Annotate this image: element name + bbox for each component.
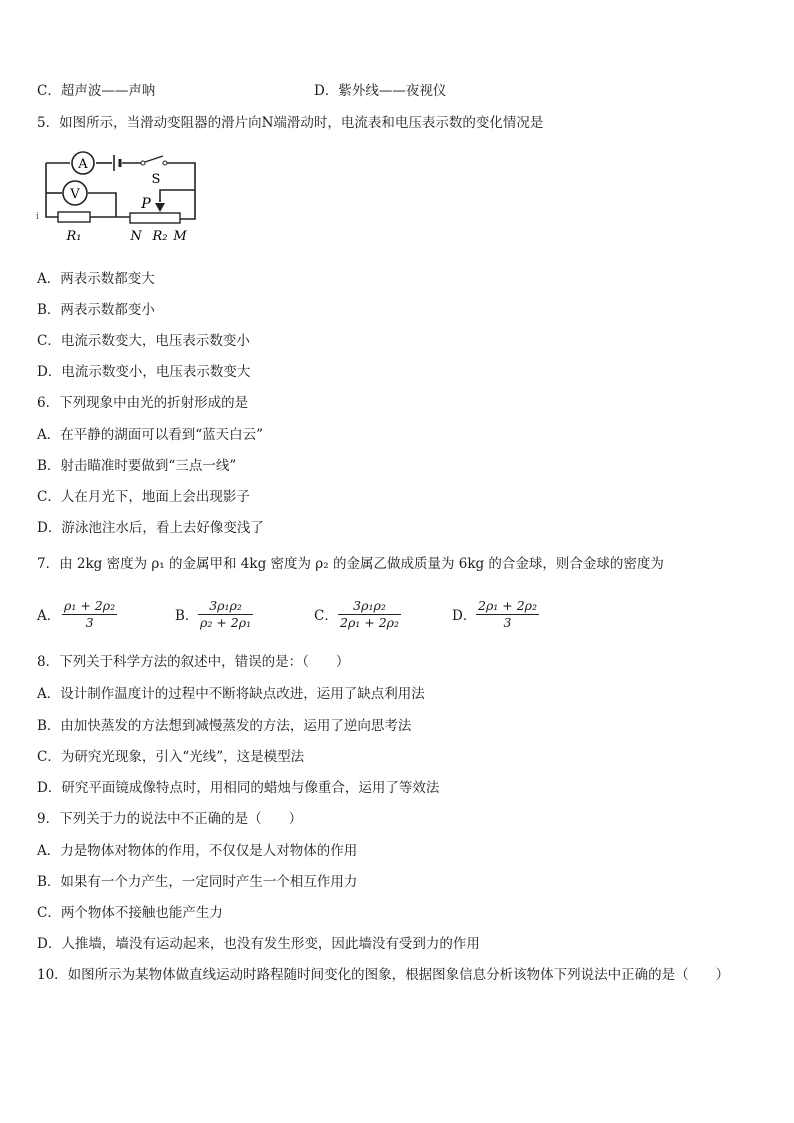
svg-text:V: V — [70, 187, 80, 202]
voltmeter — [63, 181, 87, 205]
q5-option-a: A．两表示数都变大 — [37, 271, 155, 287]
q7-option-a-fraction — [62, 598, 117, 631]
svg-text:S: S — [151, 172, 161, 187]
q6-option-a: A．在平静的湖面可以看到“蓝天白云” — [37, 427, 264, 443]
q8-option-b: B．由加快蒸发的方法想到减慢蒸发的方法，运用了逆向思考法 — [37, 718, 412, 734]
q8-option-c: C．为研究光现象，引入“光线”，这是模型法 — [37, 749, 305, 765]
resistor-r1 — [58, 212, 90, 242]
q5-stem: 5．如图所示，当滑动变阻器的滑片向N端滑动时，电流表和电压表示数的变化情况是 — [37, 115, 544, 131]
ammeter — [72, 152, 94, 174]
q7-option-b-fraction — [198, 598, 253, 631]
margin-mark: i — [36, 212, 39, 222]
svg-text:M: M — [173, 229, 187, 242]
q6-option-b: B．射击瞄准时要做到“三点一线” — [37, 458, 237, 474]
q7-option-b-denominator: ρ₂ + 2ρ₁ — [200, 615, 252, 630]
rheostat-r2 — [129, 196, 187, 242]
q5-option-d: D．电流示数变小，电压表示数变大 — [37, 364, 251, 380]
q7-option-a-label: A． — [37, 608, 61, 624]
q5-circuit-diagram — [30, 150, 210, 242]
svg-text:N: N — [130, 229, 142, 242]
q7-option-d-numerator: 2ρ₁ + 2ρ₂ — [478, 598, 538, 613]
q7-stem: 7．由 2kg 密度为 ρ₁ 的金属甲和 4kg 密度为 ρ₂ 的金属乙做成质量为 6kg 的合金球，则合金球的密度为 — [37, 556, 664, 572]
q7-option-d-denominator: 3 — [503, 615, 512, 630]
q4-option-c: C．超声波——声呐 — [37, 83, 156, 99]
q7-option-c-denominator: 2ρ₁ + 2ρ₂ — [340, 615, 400, 630]
q9-option-b: B．如果有一个力产生，一定同时产生一个相互作用力 — [37, 874, 358, 890]
q7-option-d-label: D． — [452, 608, 477, 624]
q9-stem: 9．下列关于力的说法中不正确的是（ ） — [37, 811, 303, 827]
svg-text:A: A — [78, 157, 88, 172]
battery — [114, 155, 120, 171]
q8-stem: 8．下列关于科学方法的叙述中，错误的是：（ ） — [37, 654, 350, 670]
q7-option-a-denominator: 3 — [85, 615, 94, 630]
q6-option-d: D．游泳池注水后，看上去好像变浅了 — [37, 520, 264, 536]
q9-option-a: A．力是物体对物体的作用，不仅仅是人对物体的作用 — [37, 843, 358, 859]
q6-option-c: C．人在月光下，地面上会出现影子 — [37, 489, 250, 505]
q7-option-d-fraction — [476, 598, 539, 631]
q7-option-c-fraction — [338, 598, 401, 631]
q7-option-b-numerator: 3ρ₁ρ₂ — [198, 598, 253, 615]
q7-option-c-numerator: 3ρ₁ρ₂ — [338, 598, 401, 615]
q5-option-c: C．电流示数变大，电压表示数变小 — [37, 333, 250, 349]
q5-option-b: B．两表示数都变小 — [37, 302, 155, 318]
svg-text:R₂: R₂ — [152, 229, 168, 242]
q10-stem: 10．如图所示为某物体做直线运动时路程随时间变化的图象，根据图象信息分析该物体下列说法中正确的是（ ） — [37, 967, 730, 983]
svg-text:P: P — [141, 196, 151, 212]
switch — [141, 156, 167, 187]
q6-stem: 6．下列现象中由光的折射形成的是 — [37, 395, 249, 411]
q4-option-d: D．紫外线——夜视仪 — [314, 83, 447, 99]
q9-option-c: C．两个物体不接触也能产生力 — [37, 905, 223, 921]
q8-option-d: D．研究平面镜成像特点时，用相同的蜡烛与像重合，运用了等效法 — [37, 780, 440, 796]
q7-option-a-numerator: ρ₁ + 2ρ₂ — [64, 598, 116, 613]
q8-option-a: A．设计制作温度计的过程中不断将缺点改进，运用了缺点利用法 — [37, 686, 425, 702]
q7-option-c-label: C． — [314, 608, 338, 624]
q7-option-b-label: B． — [175, 608, 199, 624]
svg-text:R₁: R₁ — [66, 229, 82, 242]
q9-option-d: D．人推墙，墙没有运动起来，也没有发生形变，因此墙没有受到力的作用 — [37, 936, 480, 952]
